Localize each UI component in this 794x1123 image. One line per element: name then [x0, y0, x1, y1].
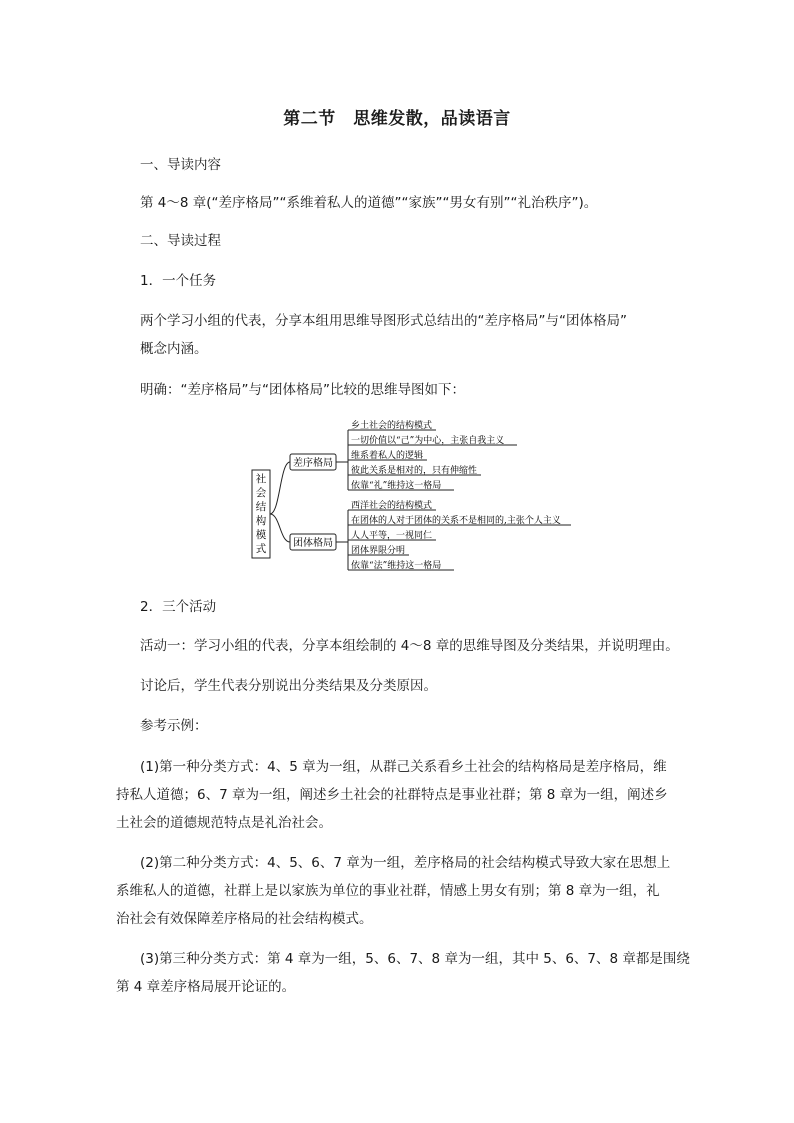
mind-map	[240, 412, 580, 582]
tuanti-item-0: 西洋社会的结构模式	[351, 501, 433, 511]
chaxu-item-4: 依靠“礼”维持这一格局	[351, 481, 442, 491]
example3-line1: (3)第三种分类方式：第 4 章为一组，5、6、7、8 章为一组，其中 5、6、7、8 章都是围绕	[140, 951, 690, 967]
section-heading-reading-content: 一、导读内容	[140, 157, 221, 173]
clarify-text: 明确：“差序格局”与“团体格局”比较的思维导图如下：	[140, 382, 465, 398]
branch-label-chaxu: 差序格局	[293, 458, 333, 469]
example3-line2: 第 4 章差序格局展开论证的。	[116, 979, 296, 995]
branch-label-tuanti: 团体格局	[293, 538, 333, 549]
example2-line3: 治社会有效保障差序格局的社会结构模式。	[116, 911, 373, 927]
tuanti-item-3: 团体界限分明	[351, 546, 406, 556]
task-paragraph-line1: 两个学习小组的代表，分享本组用思维导图形式总结出的“差序格局”与“团体格局”	[140, 313, 627, 329]
task-paragraph-line2: 概念内涵。	[140, 341, 208, 357]
tuanti-item-2: 人人平等，一视同仁	[351, 531, 433, 541]
tuanti-item-4: 依靠“法”维持这一格局	[351, 561, 442, 571]
discussion-text: 讨论后，学生代表分别说出分类结果及分类原因。	[140, 678, 437, 694]
example1-line1: (1)第一种分类方式：4、5 章为一组，从群己关系看乡土社会的结构格局是差序格局，维	[140, 759, 667, 775]
page-title: 第二节 思维发散，品读语言	[283, 109, 511, 129]
activity1-text: 活动一：学习小组的代表，分享本组绘制的 4～8 章的思维导图及分类结果，并说明理由。	[140, 638, 679, 654]
example2-line1: (2)第二种分类方式：4、5、6、7 章为一组，差序格局的社会结构模式导致大家在思想上	[140, 855, 671, 871]
example1-line2: 持私人道德；6、7 章为一组，阐述乡土社会的社群特点是事业社群；第 8 章为一组，阐述乡	[116, 787, 668, 803]
chaxu-item-3: 彼此关系是相对的，只有伸缩性	[351, 466, 478, 476]
section-heading-reading-process: 二、导读过程	[140, 233, 221, 249]
example1-line3: 土社会的道德规范特点是礼治社会。	[116, 815, 332, 831]
chaxu-item-2: 维系着私人的逻辑	[351, 451, 424, 461]
reading-content-text: 第 4～8 章(“差序格局”“系维着私人的道德”“家族”“男女有别”“礼治秩序”)。	[140, 195, 598, 211]
example2-line2: 系维私人的道德，社群上是以家族为单位的事业社群，情感上男女有别；第 8 章为一组，礼	[116, 883, 660, 899]
activities-heading: 2．三个活动	[140, 599, 217, 615]
reference-text: 参考示例：	[140, 718, 208, 734]
task-heading: 1．一个任务	[140, 273, 217, 289]
mindmap-root-label: 社会结构模式	[255, 473, 267, 555]
chaxu-item-0: 乡土社会的结构模式	[351, 421, 433, 431]
tuanti-item-1: 在团体的人对于团体的关系不是相同的,主张个人主义	[351, 516, 561, 526]
chaxu-item-1: 一切价值以“己”为中心，主张自我主义	[351, 436, 505, 446]
